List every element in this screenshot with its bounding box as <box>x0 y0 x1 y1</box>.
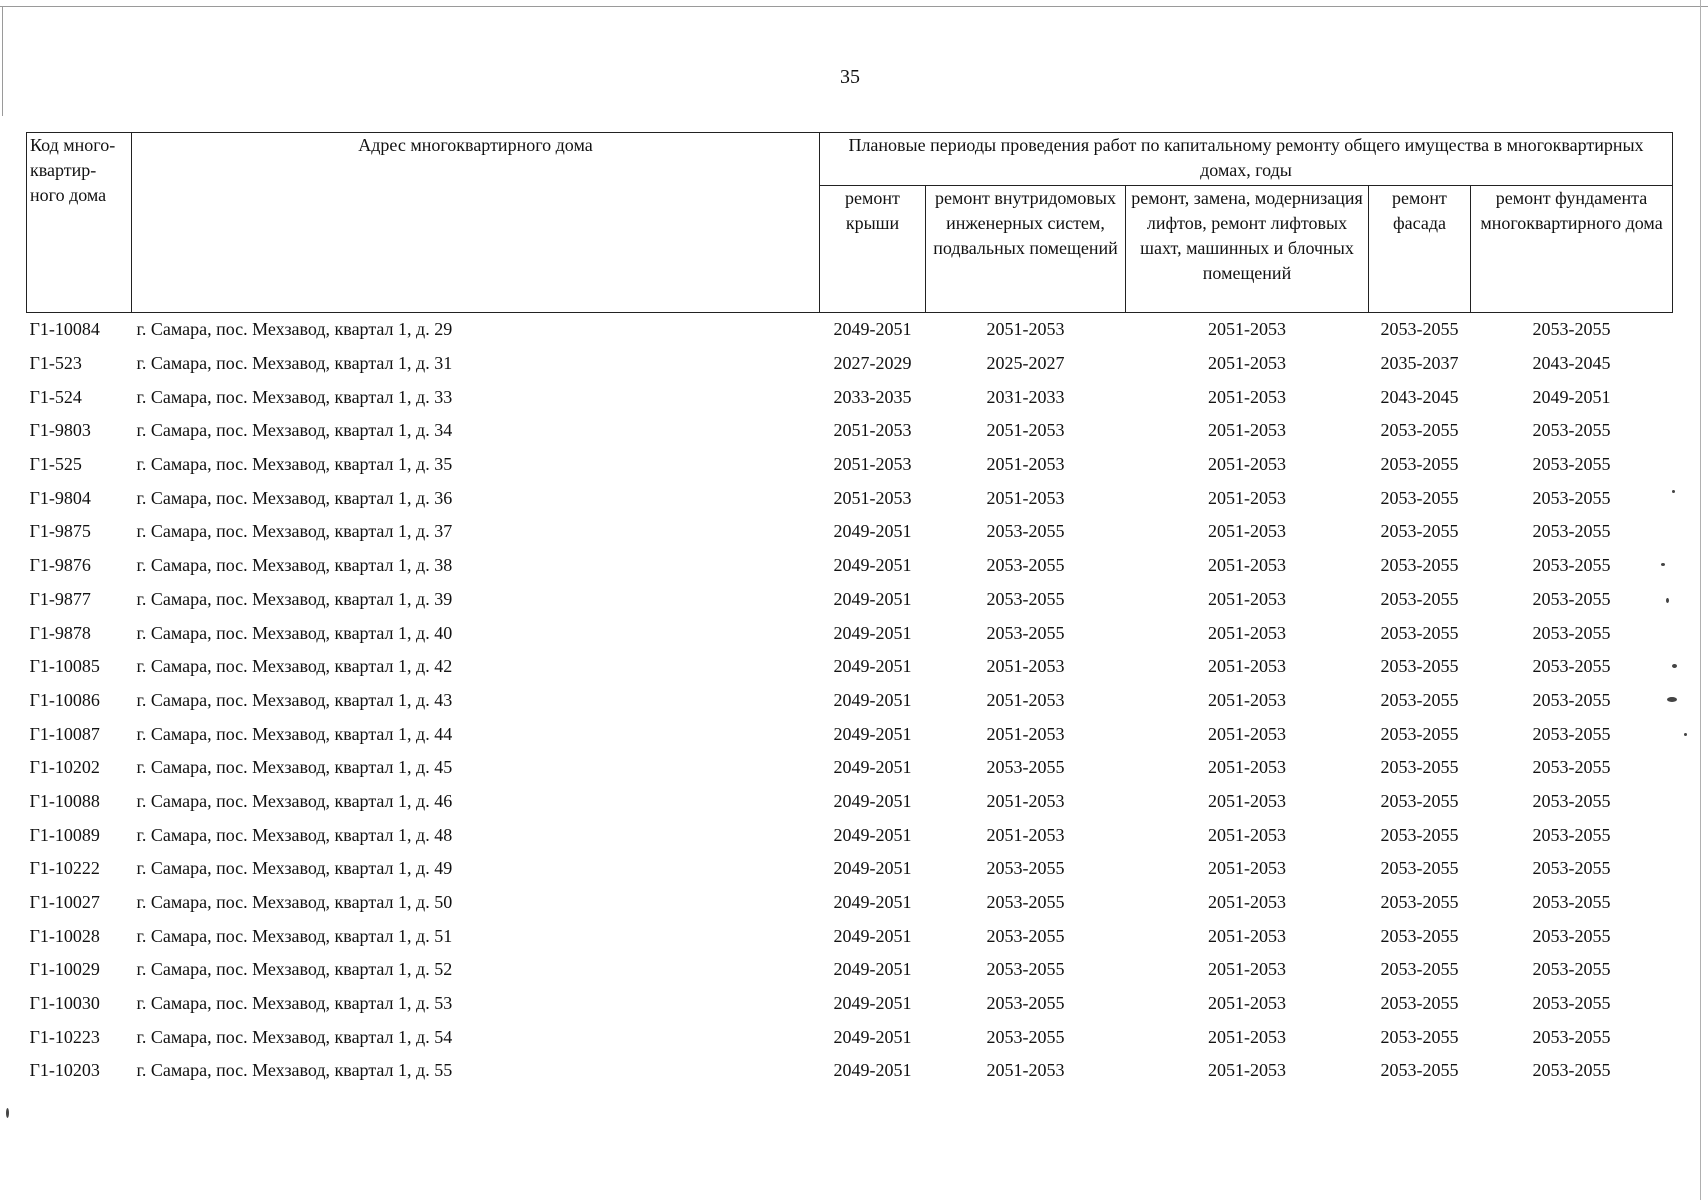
cell-address: г. Самара, пос. Мехзавод, квартал 1, д. 34 <box>136 420 453 441</box>
cell-facade: 2053-2055 <box>1380 1026 1459 1047</box>
table-row <box>27 852 1673 886</box>
cell-roof: 2049-2051 <box>833 622 912 643</box>
cell-roof: 2049-2051 <box>833 656 912 677</box>
cell-elevators: 2051-2053 <box>1208 622 1286 643</box>
scan-speck <box>1684 733 1687 736</box>
cell-facade: 2035-2037 <box>1380 353 1459 374</box>
cell-facade: 2053-2055 <box>1380 487 1459 508</box>
cell-foundation: 2053-2055 <box>1532 858 1611 879</box>
scan-speck <box>1672 664 1677 668</box>
cell-engineering: 2051-2053 <box>986 454 1065 475</box>
cell-foundation: 2053-2055 <box>1532 1060 1611 1081</box>
page-edge-right <box>1700 0 1701 1200</box>
cell-roof: 2049-2051 <box>833 1060 912 1081</box>
cell-address: г. Самара, пос. Мехзавод, квартал 1, д. 29 <box>136 319 453 340</box>
cell-elevators: 2051-2053 <box>1208 723 1286 744</box>
cell-foundation: 2053-2055 <box>1532 892 1611 913</box>
cell-code: Г1-10028 <box>29 925 100 946</box>
repair-schedule-table-wrap <box>26 132 1673 1088</box>
cell-roof: 2049-2051 <box>833 993 912 1014</box>
cell-code: Г1-9878 <box>29 622 91 643</box>
table-row <box>27 1020 1673 1054</box>
cell-address: г. Самара, пос. Мехзавод, квартал 1, д. 38 <box>136 555 453 576</box>
table-row <box>27 717 1673 751</box>
table-row <box>27 414 1673 448</box>
cell-code: Г1-10086 <box>29 689 100 710</box>
table-row <box>27 684 1673 718</box>
cell-roof: 2049-2051 <box>833 1026 912 1047</box>
cell-foundation: 2053-2055 <box>1532 420 1611 441</box>
cell-roof: 2049-2051 <box>833 723 912 744</box>
cell-code: Г1-9875 <box>29 521 91 542</box>
cell-engineering: 2051-2053 <box>986 420 1065 441</box>
cell-facade: 2053-2055 <box>1380 790 1459 811</box>
cell-address: г. Самара, пос. Мехзавод, квартал 1, д. 55 <box>136 1060 453 1081</box>
cell-engineering: 2053-2055 <box>986 555 1065 576</box>
scan-speck <box>1672 490 1675 493</box>
cell-engineering: 2053-2055 <box>986 993 1065 1014</box>
cell-roof: 2033-2035 <box>833 386 912 407</box>
cell-code: Г1-10029 <box>29 959 100 980</box>
scan-speck <box>1661 563 1665 566</box>
header-foundation: ремонт фундамента многоквартирного дома <box>1471 186 1673 313</box>
header-elevators: ремонт, замена, модернизация лифтов, ремонт лифтовых шахт, машинных и блочных помещений <box>1126 186 1369 313</box>
table-header <box>27 133 1673 313</box>
cell-address: г. Самара, пос. Мехзавод, квартал 1, д. 35 <box>136 454 453 475</box>
header-engineering: ремонт внутридомовых инженерных систем, подвальных помещений <box>926 186 1126 313</box>
cell-facade: 2053-2055 <box>1380 959 1459 980</box>
cell-elevators: 2051-2053 <box>1208 925 1286 946</box>
cell-roof: 2049-2051 <box>833 588 912 609</box>
cell-facade: 2053-2055 <box>1380 993 1459 1014</box>
cell-code: Г1-10087 <box>29 723 100 744</box>
header-facade: ремонт фасада <box>1369 186 1471 313</box>
cell-engineering: 2051-2053 <box>986 656 1065 677</box>
cell-facade: 2053-2055 <box>1380 892 1459 913</box>
cell-address: г. Самара, пос. Мехзавод, квартал 1, д. 52 <box>136 959 453 980</box>
cell-elevators: 2051-2053 <box>1208 353 1286 374</box>
repair-schedule-table <box>26 132 1673 1088</box>
cell-address: г. Самара, пос. Мехзавод, квартал 1, д. 43 <box>136 689 453 710</box>
cell-engineering: 2051-2053 <box>986 689 1065 710</box>
table-row <box>27 1054 1673 1088</box>
cell-foundation: 2053-2055 <box>1532 993 1611 1014</box>
cell-address: г. Самара, пос. Мехзавод, квартал 1, д. 40 <box>136 622 453 643</box>
cell-code: Г1-9877 <box>29 588 91 609</box>
table-row <box>27 751 1673 785</box>
cell-engineering: 2053-2055 <box>986 959 1065 980</box>
cell-foundation: 2053-2055 <box>1532 521 1611 542</box>
cell-elevators: 2051-2053 <box>1208 656 1286 677</box>
table-row <box>27 987 1673 1021</box>
cell-foundation: 2049-2051 <box>1532 386 1611 407</box>
cell-engineering: 2053-2055 <box>986 622 1065 643</box>
cell-facade: 2053-2055 <box>1380 858 1459 879</box>
cell-engineering: 2053-2055 <box>986 588 1065 609</box>
cell-foundation: 2053-2055 <box>1532 723 1611 744</box>
cell-elevators: 2051-2053 <box>1208 420 1286 441</box>
cell-elevators: 2051-2053 <box>1208 555 1286 576</box>
cell-code: Г1-10085 <box>29 656 100 677</box>
cell-engineering: 2051-2053 <box>986 723 1065 744</box>
cell-facade: 2053-2055 <box>1380 656 1459 677</box>
table-row <box>27 953 1673 987</box>
cell-roof: 2049-2051 <box>833 521 912 542</box>
cell-code: Г1-10088 <box>29 790 100 811</box>
table-row <box>27 549 1673 583</box>
cell-roof: 2049-2051 <box>833 959 912 980</box>
cell-code: Г1-10084 <box>29 319 100 340</box>
cell-foundation: 2053-2055 <box>1532 689 1611 710</box>
cell-foundation: 2053-2055 <box>1532 319 1611 340</box>
cell-elevators: 2051-2053 <box>1208 1060 1286 1081</box>
cell-address: г. Самара, пос. Мехзавод, квартал 1, д. 54 <box>136 1026 453 1047</box>
cell-foundation: 2053-2055 <box>1532 555 1611 576</box>
cell-code: Г1-10202 <box>29 757 100 778</box>
cell-address: г. Самара, пос. Мехзавод, квартал 1, д. 44 <box>136 723 453 744</box>
cell-address: г. Самара, пос. Мехзавод, квартал 1, д. 31 <box>136 353 453 374</box>
cell-roof: 2049-2051 <box>833 555 912 576</box>
cell-foundation: 2053-2055 <box>1532 925 1611 946</box>
cell-foundation: 2053-2055 <box>1532 656 1611 677</box>
table-row <box>27 583 1673 617</box>
cell-roof: 2049-2051 <box>833 892 912 913</box>
cell-roof: 2049-2051 <box>833 925 912 946</box>
cell-code: Г1-9876 <box>29 555 91 576</box>
table-row <box>27 481 1673 515</box>
cell-code: Г1-9804 <box>29 487 91 508</box>
table-row <box>27 818 1673 852</box>
cell-roof: 2027-2029 <box>833 353 912 374</box>
cell-roof: 2049-2051 <box>833 790 912 811</box>
cell-code: Г1-524 <box>29 386 82 407</box>
header-plan-group: Плановые периоды проведения работ по капитальному ремонту общего имущества в многоквартирных домах, годы <box>820 133 1673 186</box>
cell-foundation: 2053-2055 <box>1532 757 1611 778</box>
cell-foundation: 2053-2055 <box>1532 588 1611 609</box>
cell-foundation: 2053-2055 <box>1532 790 1611 811</box>
cell-roof: 2051-2053 <box>833 487 912 508</box>
cell-facade: 2053-2055 <box>1380 420 1459 441</box>
cell-code: Г1-10027 <box>29 892 100 913</box>
cell-foundation: 2053-2055 <box>1532 959 1611 980</box>
cell-roof: 2049-2051 <box>833 824 912 845</box>
cell-engineering: 2031-2033 <box>986 386 1065 407</box>
cell-engineering: 2053-2055 <box>986 892 1065 913</box>
cell-code: Г1-10030 <box>29 993 100 1014</box>
cell-address: г. Самара, пос. Мехзавод, квартал 1, д. 36 <box>136 487 453 508</box>
cell-elevators: 2051-2053 <box>1208 319 1286 340</box>
cell-facade: 2053-2055 <box>1380 521 1459 542</box>
cell-elevators: 2051-2053 <box>1208 487 1286 508</box>
cell-elevators: 2051-2053 <box>1208 858 1286 879</box>
cell-facade: 2053-2055 <box>1380 689 1459 710</box>
page-edge-left <box>2 6 3 116</box>
cell-elevators: 2051-2053 <box>1208 588 1286 609</box>
table-row <box>27 448 1673 482</box>
cell-foundation: 2053-2055 <box>1532 1026 1611 1047</box>
cell-code: Г1-10203 <box>29 1060 100 1081</box>
cell-elevators: 2051-2053 <box>1208 386 1286 407</box>
cell-engineering: 2051-2053 <box>986 790 1065 811</box>
table-row <box>27 313 1673 347</box>
cell-facade: 2053-2055 <box>1380 757 1459 778</box>
cell-roof: 2049-2051 <box>833 689 912 710</box>
cell-address: г. Самара, пос. Мехзавод, квартал 1, д. 37 <box>136 521 453 542</box>
scan-speck <box>1666 598 1669 603</box>
cell-elevators: 2051-2053 <box>1208 757 1286 778</box>
cell-engineering: 2053-2055 <box>986 757 1065 778</box>
cell-address: г. Самара, пос. Мехзавод, квартал 1, д. 33 <box>136 386 453 407</box>
cell-facade: 2053-2055 <box>1380 588 1459 609</box>
scan-speck <box>6 1108 9 1118</box>
cell-engineering: 2051-2053 <box>986 824 1065 845</box>
cell-engineering: 2051-2053 <box>986 487 1065 508</box>
cell-foundation: 2053-2055 <box>1532 454 1611 475</box>
cell-address: г. Самара, пос. Мехзавод, квартал 1, д. 49 <box>136 858 453 879</box>
cell-code: Г1-10223 <box>29 1026 100 1047</box>
cell-roof: 2051-2053 <box>833 420 912 441</box>
cell-engineering: 2051-2053 <box>986 319 1065 340</box>
cell-engineering: 2025-2027 <box>986 353 1065 374</box>
cell-address: г. Самара, пос. Мехзавод, квартал 1, д. 51 <box>136 925 453 946</box>
page-edge-top <box>0 6 1708 7</box>
cell-code: Г1-523 <box>29 353 82 374</box>
cell-engineering: 2053-2055 <box>986 1026 1065 1047</box>
cell-elevators: 2051-2053 <box>1208 993 1286 1014</box>
cell-address: г. Самара, пос. Мехзавод, квартал 1, д. 39 <box>136 588 453 609</box>
cell-elevators: 2051-2053 <box>1208 454 1286 475</box>
cell-foundation: 2053-2055 <box>1532 622 1611 643</box>
table-row <box>27 886 1673 920</box>
cell-elevators: 2051-2053 <box>1208 824 1286 845</box>
cell-facade: 2053-2055 <box>1380 555 1459 576</box>
table-body <box>27 313 1673 1088</box>
table-row <box>27 785 1673 819</box>
cell-foundation: 2043-2045 <box>1532 353 1611 374</box>
page-number: 35 <box>840 66 860 88</box>
cell-facade: 2053-2055 <box>1380 723 1459 744</box>
table-row <box>27 347 1673 381</box>
cell-foundation: 2053-2055 <box>1532 487 1611 508</box>
cell-address: г. Самара, пос. Мехзавод, квартал 1, д. 53 <box>136 993 453 1014</box>
cell-roof: 2049-2051 <box>833 319 912 340</box>
scan-speck <box>1667 697 1677 702</box>
cell-address: г. Самара, пос. Мехзавод, квартал 1, д. 50 <box>136 892 453 913</box>
cell-facade: 2053-2055 <box>1380 925 1459 946</box>
table-row <box>27 380 1673 414</box>
cell-engineering: 2053-2055 <box>986 858 1065 879</box>
cell-engineering: 2051-2053 <box>986 1060 1065 1081</box>
table-row <box>27 515 1673 549</box>
cell-roof: 2051-2053 <box>833 454 912 475</box>
cell-roof: 2049-2051 <box>833 757 912 778</box>
cell-address: г. Самара, пос. Мехзавод, квартал 1, д. 46 <box>136 790 453 811</box>
cell-facade: 2053-2055 <box>1380 454 1459 475</box>
header-code: Код много-квартир-ного дома <box>27 133 132 313</box>
cell-facade: 2053-2055 <box>1380 622 1459 643</box>
cell-elevators: 2051-2053 <box>1208 892 1286 913</box>
cell-facade: 2053-2055 <box>1380 1060 1459 1081</box>
cell-facade: 2053-2055 <box>1380 824 1459 845</box>
cell-facade: 2043-2045 <box>1380 386 1459 407</box>
cell-address: г. Самара, пос. Мехзавод, квартал 1, д. 42 <box>136 656 453 677</box>
cell-engineering: 2053-2055 <box>986 521 1065 542</box>
cell-code: Г1-10089 <box>29 824 100 845</box>
cell-address: г. Самара, пос. Мехзавод, квартал 1, д. 48 <box>136 824 453 845</box>
cell-code: Г1-525 <box>29 454 82 475</box>
table-row <box>27 616 1673 650</box>
table-row <box>27 650 1673 684</box>
header-roof: ремонт крыши <box>820 186 926 313</box>
cell-elevators: 2051-2053 <box>1208 689 1286 710</box>
cell-code: Г1-9803 <box>29 420 91 441</box>
cell-foundation: 2053-2055 <box>1532 824 1611 845</box>
cell-elevators: 2051-2053 <box>1208 959 1286 980</box>
cell-elevators: 2051-2053 <box>1208 1026 1286 1047</box>
cell-elevators: 2051-2053 <box>1208 790 1286 811</box>
cell-address: г. Самара, пос. Мехзавод, квартал 1, д. 45 <box>136 757 453 778</box>
cell-elevators: 2051-2053 <box>1208 521 1286 542</box>
cell-code: Г1-10222 <box>29 858 100 879</box>
cell-engineering: 2053-2055 <box>986 925 1065 946</box>
cell-facade: 2053-2055 <box>1380 319 1459 340</box>
header-address: Адрес многоквартирного дома <box>132 133 820 313</box>
cell-roof: 2049-2051 <box>833 858 912 879</box>
table-row <box>27 919 1673 953</box>
